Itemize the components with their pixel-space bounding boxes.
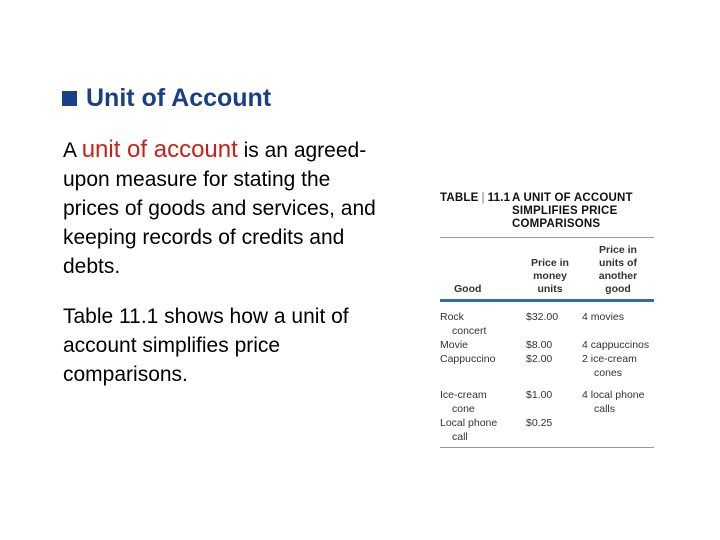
square-bullet-icon: [62, 91, 77, 106]
cell-other-line2: cones: [594, 367, 623, 379]
table-row: [440, 338, 654, 352]
cell-other: [582, 416, 654, 444]
header-price-line3: units: [537, 283, 563, 295]
definition-lead: A: [63, 139, 82, 162]
table-row: [440, 388, 654, 416]
header-other-line4: good: [605, 283, 631, 295]
cell-other-line1: 2 ice-cream: [582, 353, 637, 365]
header-price-other-good: [582, 244, 654, 296]
cell-good-line1: Ice-cream: [440, 389, 487, 401]
cell-other-line1: 4 cappuccinos: [582, 339, 650, 351]
header-other-line3: another: [598, 270, 638, 282]
cell-good-line1: Cappuccino: [440, 353, 496, 365]
cell-good-line1: Local phone: [440, 417, 498, 429]
cell-good-line2: concert: [452, 325, 487, 337]
cell-good: [440, 416, 518, 444]
header-other-line1: Price in: [599, 244, 637, 256]
cell-good-line1: Movie: [440, 339, 469, 351]
cell-good-line2: call: [452, 431, 468, 443]
header-price-line1: Price in: [531, 257, 569, 269]
table-label-divider: |: [481, 192, 485, 204]
table-number-value: 11.1: [487, 192, 511, 204]
header-price-money: [518, 257, 582, 296]
cell-other-line2: calls: [594, 403, 616, 415]
header-good: Good: [454, 283, 482, 295]
cell-price: $1.00: [526, 389, 553, 401]
cell-good: [440, 352, 518, 380]
cell-good: [440, 310, 518, 338]
cell-good: [440, 388, 518, 416]
table-bottom-rule: [440, 447, 654, 448]
section-heading: [62, 84, 271, 113]
table-row: [440, 310, 654, 338]
cell-other: [582, 310, 654, 338]
table-label-word: TABLE: [440, 192, 479, 204]
cell-good-line1: Rock: [440, 311, 464, 323]
table-number: [440, 192, 512, 231]
definition-paragraph: [63, 135, 383, 281]
cell-price: $0.25: [526, 417, 553, 429]
table-row: [440, 416, 654, 444]
definition-rest: is an agreed-upon measure for stating the prices of goods and services, and keeping records of credits and debts.: [63, 139, 376, 278]
table-header-row: [440, 238, 654, 299]
cell-other-line1: 4 movies: [582, 311, 625, 323]
table-reference-paragraph: Table 11.1 shows how a unit of account simplifies price comparisons.: [63, 305, 349, 386]
cell-price: $2.00: [526, 353, 553, 365]
table-row: [440, 352, 654, 380]
cell-price: $8.00: [526, 339, 553, 351]
table-name-line2: SIMPLIFIES PRICE: [512, 205, 618, 217]
cell-good: [440, 338, 518, 352]
cell-other: [582, 352, 654, 380]
table-title: [440, 192, 654, 231]
cell-other: [582, 338, 654, 352]
heading-text: Unit of Account: [86, 84, 272, 112]
header-price-line2: money: [533, 270, 567, 282]
table-name: [512, 192, 633, 231]
cell-price: $32.00: [526, 311, 559, 323]
header-other-line2: units of: [599, 257, 637, 269]
cell-other-line1: 4 local phone: [582, 389, 645, 401]
cell-good-line2: cone: [452, 403, 475, 415]
table-name-line1: A UNIT OF ACCOUNT: [512, 192, 633, 204]
table-figure: [440, 192, 654, 448]
cell-other: [582, 388, 654, 416]
definition-term: unit of account: [81, 136, 238, 163]
table-name-line3: COMPARISONS: [512, 218, 601, 230]
